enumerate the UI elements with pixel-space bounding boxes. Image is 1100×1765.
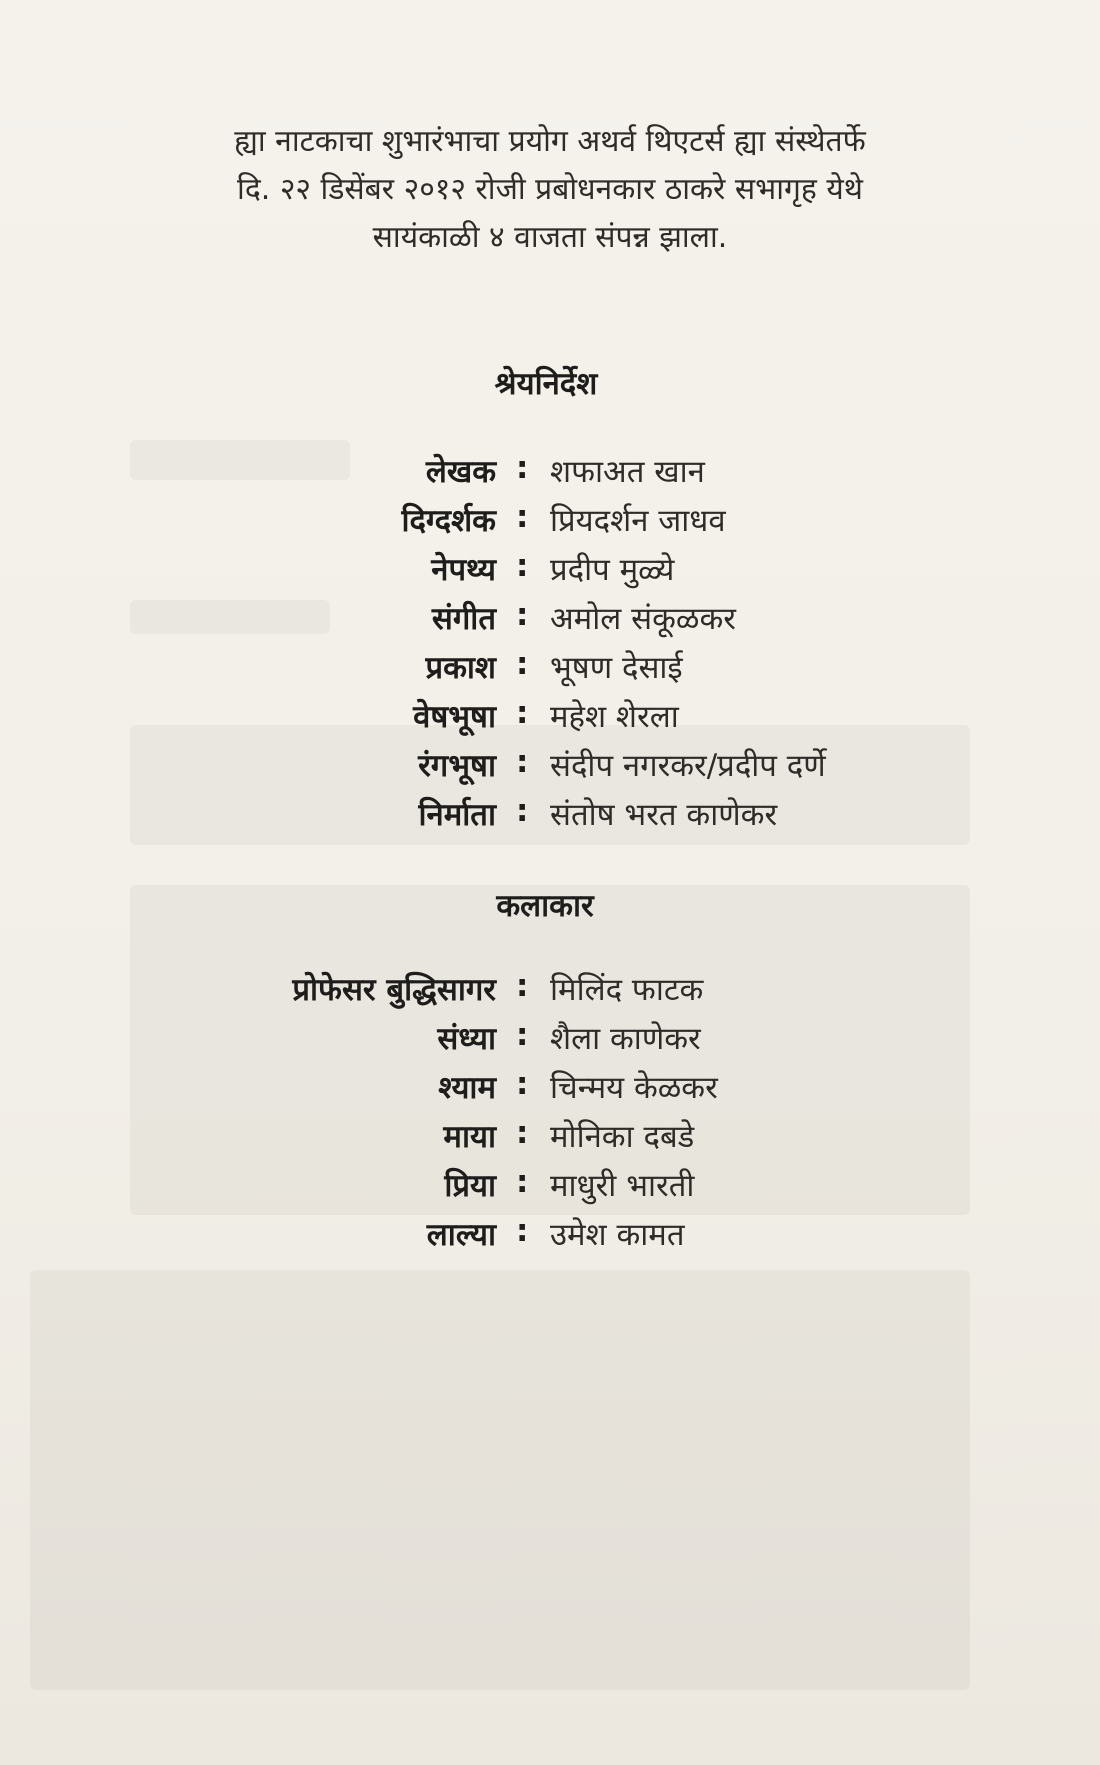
separator: :: [516, 450, 529, 486]
credit-role: लेखक: [425, 454, 496, 490]
credit-row: [0, 646, 1100, 696]
premiere-note: [120, 118, 980, 262]
separator: :: [516, 695, 529, 731]
cast-role: माया: [443, 1119, 496, 1155]
cast-row: [0, 1017, 1100, 1067]
credit-row: [0, 499, 1100, 549]
credit-role: नेपथ्य: [431, 552, 496, 588]
cast-role: प्रिया: [444, 1168, 496, 1204]
cast-role: श्याम: [438, 1070, 496, 1106]
credit-row: [0, 597, 1100, 647]
separator: :: [516, 646, 529, 682]
premiere-note-line: सायंकाळी ४ वाजता संपन्न झाला.: [372, 220, 728, 255]
separator: :: [516, 499, 529, 535]
credit-name: महेश शेरला: [550, 699, 679, 735]
credit-row: [0, 450, 1100, 500]
cast-row: [0, 1213, 1100, 1263]
credit-name: शफाअत खान: [550, 454, 705, 490]
credits-heading: श्रेयनिर्देश: [494, 366, 598, 402]
cast-name: मिलिंद फाटक: [550, 972, 704, 1008]
separator: :: [516, 597, 529, 633]
cast-name: चिन्मय केळकर: [550, 1070, 718, 1106]
separator: :: [516, 968, 529, 1004]
separator: :: [516, 1017, 529, 1053]
cast-name: शैला काणेकर: [550, 1021, 701, 1057]
cast-row: [0, 1115, 1100, 1165]
credit-name: संतोष भरत काणेकर: [550, 797, 778, 833]
separator: :: [516, 548, 529, 584]
credit-row: [0, 744, 1100, 794]
separator: :: [516, 1213, 529, 1249]
separator: :: [516, 793, 529, 829]
credit-role: रंगभूषा: [418, 748, 496, 784]
cast-name: मोनिका दबडे: [550, 1119, 695, 1155]
credit-role: संगीत: [431, 601, 496, 637]
credit-role: प्रकाश: [425, 650, 496, 686]
credit-role: वेषभूषा: [413, 699, 496, 735]
separator: :: [516, 1115, 529, 1151]
credit-name: अमोल संकूळकर: [550, 601, 736, 637]
credit-row: [0, 793, 1100, 843]
separator: :: [516, 1164, 529, 1200]
bleed-through-text: [30, 1270, 970, 1690]
credit-name: संदीप नगरकर/प्रदीप दर्णे: [550, 748, 826, 784]
credit-name: प्रियदर्शन जाधव: [550, 503, 726, 539]
cast-row: [0, 1164, 1100, 1214]
premiere-note-line: ह्या नाटकाचा शुभारंभाचा प्रयोग अथर्व थिएटर्स ह्या संस्थेतर्फे: [234, 124, 866, 159]
credit-name: प्रदीप मुळ्ये: [550, 552, 675, 588]
cast-role: संध्या: [437, 1021, 496, 1057]
cast-role: प्रोफेसर बुद्धिसागर: [292, 972, 496, 1008]
separator: :: [516, 1066, 529, 1102]
cast-row: [0, 968, 1100, 1018]
cast-name: उमेश कामत: [550, 1217, 685, 1253]
cast-name: माधुरी भारती: [550, 1168, 695, 1204]
premiere-note-line: दि. २२ डिसेंबर २०१२ रोजी प्रबोधनकार ठाकरे सभागृह येथे: [237, 172, 863, 207]
credit-role: निर्माता: [418, 797, 496, 833]
cast-role: लाल्या: [426, 1217, 496, 1253]
credit-row: [0, 548, 1100, 598]
credit-row: [0, 695, 1100, 745]
cast-row: [0, 1066, 1100, 1116]
separator: :: [516, 744, 529, 780]
credit-name: भूषण देसाई: [550, 650, 683, 686]
credit-role: दिग्दर्शक: [401, 503, 496, 539]
cast-heading: कलाकार: [496, 888, 594, 924]
